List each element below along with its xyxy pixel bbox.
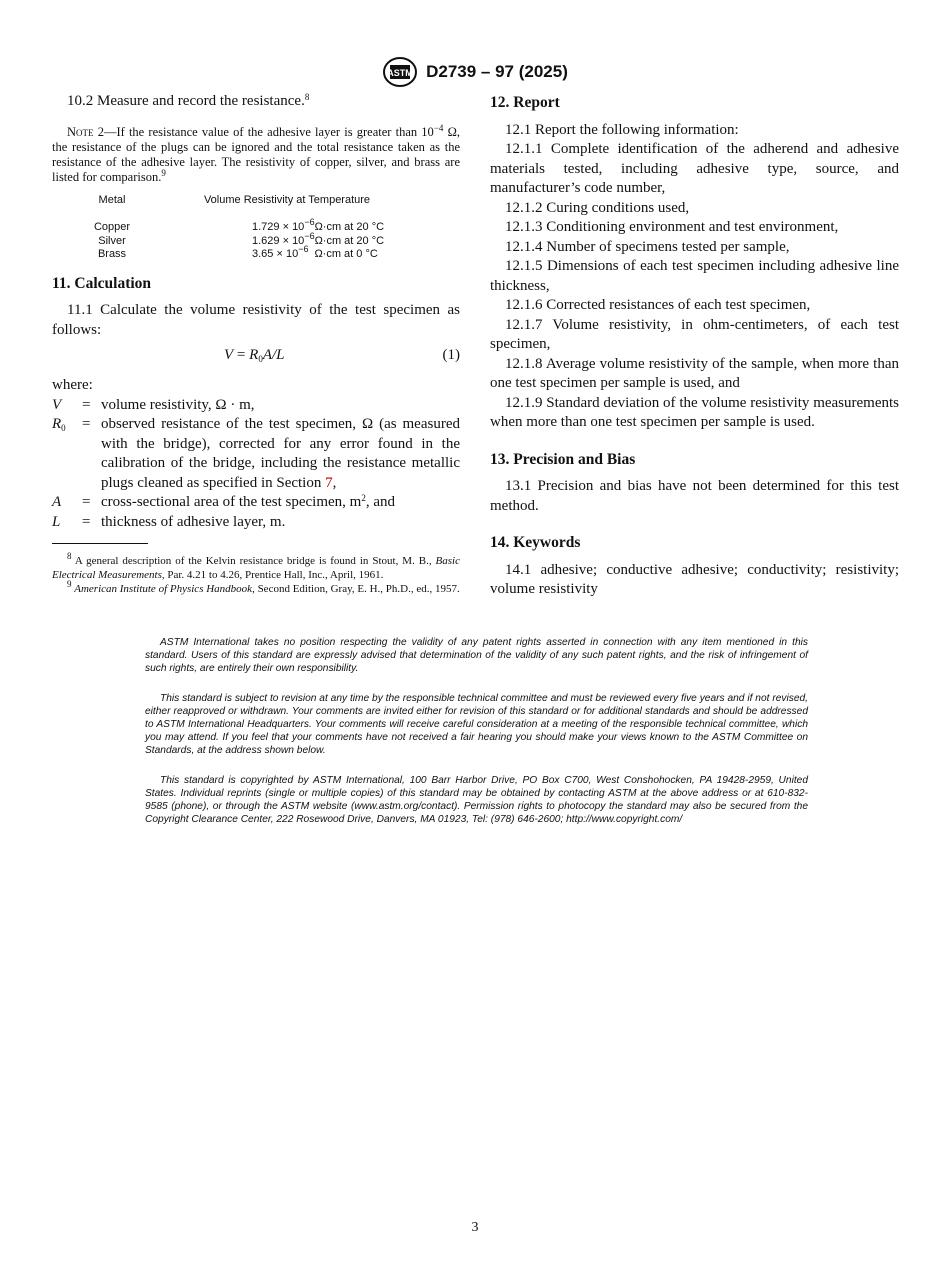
definition-l: L = thickness of adhesive layer, m. (52, 513, 286, 530)
paragraph-10-2: 10.2 Measure and record the resistance.$^8$ (67, 92, 310, 109)
paragraph-13-1: 13.1 Precision and bias have not been determined for this test method. (490, 478, 899, 514)
equation-number: (1) (442, 347, 460, 363)
svg-text:ASTM: ASTM (387, 68, 413, 78)
section-11-heading: 11. Calculation (52, 274, 152, 292)
section-7-link[interactable]: 7 (325, 474, 333, 491)
list-item: 12.1.5 Dimensions of each test specimen including adhesive line thickness, (490, 258, 899, 294)
paragraph-14-1: 14.1 adhesive; conductive adhesive; conductivity; resistivity; volume resistivity (490, 561, 899, 597)
list-item: 12.1.4 Number of specimens tested per sample, (505, 238, 790, 255)
legal-notices (145, 636, 808, 826)
page-number: 3 (471, 1220, 479, 1235)
section-13-heading: 13. Precision and Bias (490, 450, 636, 468)
footnote-9: $^9$ American Institute of Physics Handbook, Second Edition, Gray, E. H., Ph.D., ed., 1957. (67, 579, 460, 595)
list-item: 12.1.3 Conditioning environment and test environment, (505, 219, 839, 235)
table-header-resistivity: Volume Resistivity at Temperature (203, 193, 371, 206)
where-label: where: (52, 377, 93, 393)
left-column (52, 92, 460, 532)
report-items (490, 121, 899, 433)
list-item: 12.1.7 Volume resistivity, in ohm-centimeters, of each test specimen, (490, 316, 899, 352)
table-row: Copper $1.729 \times 10^{-6}\Omega\cdot cm$ at 20 °C (93, 217, 385, 233)
definition-a: A = cross-sectional area of the test specimen, $m^2$, and (52, 493, 395, 510)
document-id: D2739 – 97 (2025) (426, 62, 568, 81)
right-column (490, 93, 899, 600)
footnotes (52, 551, 460, 596)
paragraph-11-1: 11.1 Calculate the volume resistivity of the test specimen as follows: (52, 302, 460, 338)
list-item: 12.1.2 Curing conditions used, (505, 199, 690, 216)
definition-r0: $R_0$ = observed resistance of the test specimen, Ω (as measured with the bridge), corrected for any error found in the calibration of the bridge, including the resistance metallic plugs cleaned as specified in Section 7, (52, 416, 460, 491)
section-14-heading: 14. Keywords (490, 534, 581, 551)
list-item: 12.1.6 Corrected resistances of each test specimen, (505, 297, 811, 313)
metal-resistivity-table (52, 194, 402, 262)
legal-revision-notice: This standard is subject to revision at any time by the responsible technical committee and must be reviewed every five years and if not revised, either reapproved or withdrawn. Your comments are invited either for revision of this standard or for additional standards and should be addressed to ASTM International Headquarters. Your comments will receive careful consideration at a meeting of the responsible technical committee, which you may attend. If you feel that your comments have not received a fair hearing you should make your views known to the ASTM Committee on Standards, at the address shown below. (145, 693, 808, 756)
table-row: Brass $3.65 \times 10^{-6}$ Ω·cm at 0 °C (97, 244, 378, 260)
note-2: Note 2—If the resistance value of the adhesive layer is greater than $10^{-4}$ Ω, the resistance of the plugs can be ignored and the total resistance taken as the resistance of the adhesive layer. The resistivity of copper, silver, and brass are listed for comparison.$^9$ (52, 122, 460, 184)
list-item: 12.1.9 Standard deviation of the volume resistivity measurements when more than one test specimen per sample is used. (490, 394, 899, 430)
legal-copyright-notice: This standard is copyrighted by ASTM International, 100 Barr Harbor Drive, PO Box C700, West Conshohocken, PA 19428-2959, United States. Individual reprints (single or multiple copies) of this standard may be obtained by contacting ASTM at the above address or at 610-832-9585 (phone), or through the ASTM website (www.astm.org/contact). Permission rights to photocopy the standard may also be secured from the Copyright Clearance Center, 222 Rosewood Drive, Danvers, MA 01923, Tel: (978) 646-2600; http://www.copyright.com/ (145, 775, 808, 825)
list-item: 12.1.1 Complete identification of the adherend and adhesive materials tested, including adhesive type, source, and manufacturer’s code number, (490, 141, 899, 196)
list-item: 12.1.8 Average volume resistivity of the sample, when more than one test specimen per sample is used, and (490, 355, 899, 391)
table-header-row (52, 194, 402, 208)
equation-1: $V = R_0A/L$ (1) (224, 347, 460, 364)
astm-logo-icon (382, 56, 418, 88)
legal-patent-notice: ASTM International takes no position respecting the validity of any patent rights asserted in connection with any item mentioned in this standard. Users of this standard are expressly advised that determination of the validity of any such patent rights, and the risk of infringement of such rights, are entirely their own responsibility. (145, 637, 808, 674)
definition-v: V = volume resistivity, Ω · m, (52, 396, 255, 413)
table-row: Silver $1.629 \times 10^{-6}\Omega\cdot cm$ at 20 °C (98, 230, 385, 247)
table-header-metal: Metal (98, 193, 126, 206)
list-item: 12.1 Report the following information: (505, 121, 739, 138)
page-header (0, 56, 950, 88)
footnote-8: $^8$ A general description of the Kelvin resistance bridge is found in Stout, M. B., Basic Electrical Measurements, Par. 4.21 to 4.26, Prentice Hall, Inc., April, 1961. (52, 551, 460, 581)
section-12-heading: 12. Report (490, 94, 560, 111)
footnote-divider (52, 543, 148, 544)
